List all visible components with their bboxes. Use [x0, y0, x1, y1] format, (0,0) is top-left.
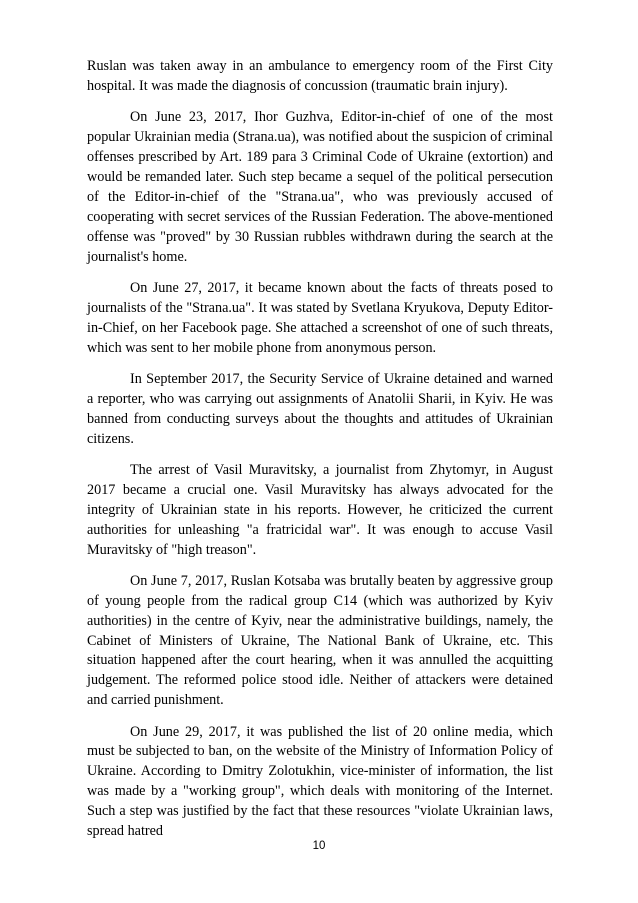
paragraph-online-media-ban: On June 29, 2017, it was published the list of 20 online media, which must be subjected to ban, on the website of the Ministry of Information Policy of Ukraine. According to Dmitry Zolotukhin, vice-minister of information, the list was made by a "working group", which deals with monitoring of the Internet. Such a step was justified by the fact that these resources "violate Ukrainian laws, spread hatred: [87, 723, 553, 840]
paragraph-guzhva: On June 23, 2017, Ihor Guzhva, Editor-in-chief of one of the most popular Ukrainian media (Strana.ua), was notified about the suspicion of criminal offenses prescribed by Art. 189 para 3 Criminal Code of Ukraine (extortion) and would be remanded later. Such step became a sequel of the political persecution of the Editor-in-chief of the "Strana.ua", who was previously accused of cooperating with secret services of the Russian Federation. The above-mentioned offense was "proved" by 30 Russian rubbles withdrawn during the search at the journalist's home.: [87, 109, 553, 265]
paragraph-ambulance: Ruslan was taken away in an ambulance to emergency room of the First City hospital. It was made the diagnosis of concussion (traumatic brain injury).: [87, 58, 553, 94]
paragraph-muravitsky: The arrest of Vasil Muravitsky, a journalist from Zhytomyr, in August 2017 became a crucial one. Vasil Muravitsky has always advocated for the integrity of Ukrainian state in his reports. However, he criticized the current authorities for unleashing "a fratricidal war". It was enough to accuse Vasil Muravitsky of "high treason".: [87, 461, 553, 558]
body-text: [87, 57, 553, 853]
paragraph-security-service: In September 2017, the Security Service of Ukraine detained and warned a reporter, who was carrying out assignments of Anatolii Sharii, in Kyiv. He was banned from conducting surveys about the thoughts and attitudes of Ukrainian citizens.: [87, 370, 553, 447]
paragraph-kotsaba: On June 7, 2017, Ruslan Kotsaba was brutally beaten by aggressive group of young people from the radical group C14 (which was authorized by Kyiv authorities) in the centre of Kyiv, near the administrative buildings, namely, the Cabinet of Ministers of Ukraine, The National Bank of Ukraine, etc. This situation happened after the court hearing, when it was annulled the acquitting judgement. The reformed police stood idle. Neither of attackers were detained and carried punishment.: [87, 572, 553, 709]
page-number: 10: [312, 840, 326, 852]
paragraph-strana-threats: On June 27, 2017, it became known about the facts of threats posed to journalists of the "Strana.ua". It was stated by Svetlana Kryukova, Deputy Editor-in-Chief, on her Facebook page. She attached a screenshot of one of such threats, which was sent to her mobile phone from anonymous person.: [87, 279, 553, 356]
